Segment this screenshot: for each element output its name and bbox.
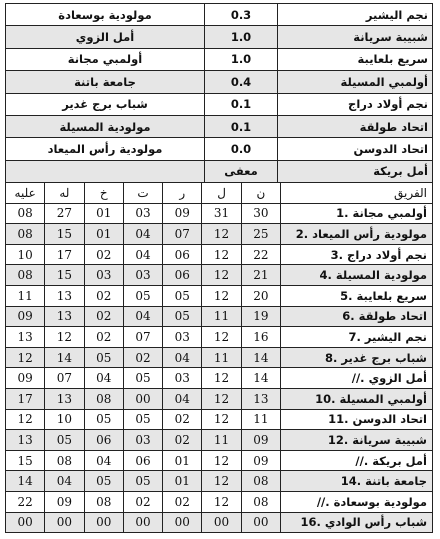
match-score: 0.4 bbox=[205, 71, 278, 93]
lost: 01 bbox=[84, 203, 123, 224]
home-team: نجم اليشير bbox=[278, 4, 433, 26]
lost: 04 bbox=[84, 368, 123, 389]
goals-for: 05 bbox=[45, 430, 84, 451]
played: 12 bbox=[202, 491, 241, 512]
result-row bbox=[6, 71, 433, 93]
played: 11 bbox=[202, 347, 241, 368]
played: 12 bbox=[202, 368, 241, 389]
goals-against: 00 bbox=[6, 512, 45, 533]
away-team: مولودية بوسعادة bbox=[6, 4, 205, 26]
points: 14 bbox=[241, 368, 280, 389]
won: 05 bbox=[163, 306, 202, 327]
won: 05 bbox=[163, 285, 202, 306]
away-team bbox=[6, 160, 205, 182]
goals-against: 13 bbox=[6, 430, 45, 451]
result-row bbox=[6, 4, 433, 26]
drawn: 05 bbox=[123, 409, 162, 430]
header-against: عليه bbox=[6, 183, 45, 204]
standings-row bbox=[6, 265, 433, 286]
points: 00 bbox=[241, 512, 280, 533]
standings-row bbox=[6, 224, 433, 245]
drawn: 03 bbox=[123, 203, 162, 224]
played: 12 bbox=[202, 244, 241, 265]
played: 11 bbox=[202, 430, 241, 451]
lost: 04 bbox=[84, 450, 123, 471]
team-name: 6. اتحاد طولقة bbox=[281, 306, 433, 327]
match-results-table bbox=[5, 3, 433, 183]
drawn: 04 bbox=[123, 306, 162, 327]
played: 12 bbox=[202, 265, 241, 286]
drawn: 04 bbox=[123, 244, 162, 265]
drawn: 00 bbox=[123, 388, 162, 409]
goals-against: 11 bbox=[6, 285, 45, 306]
points: 09 bbox=[241, 450, 280, 471]
lost: 02 bbox=[84, 244, 123, 265]
lost: 02 bbox=[84, 306, 123, 327]
team-name: 7. نجم اليشير bbox=[281, 327, 433, 348]
points: 21 bbox=[241, 265, 280, 286]
won: 02 bbox=[163, 430, 202, 451]
played: 12 bbox=[202, 285, 241, 306]
team-name: 1. أولمبي مجانة bbox=[281, 203, 433, 224]
won: 03 bbox=[163, 368, 202, 389]
goals-against: 09 bbox=[6, 368, 45, 389]
won: 09 bbox=[163, 203, 202, 224]
goals-against: 09 bbox=[6, 306, 45, 327]
points: 11 bbox=[241, 409, 280, 430]
played: 12 bbox=[202, 450, 241, 471]
home-team: أولمبي المسيلة bbox=[278, 71, 433, 93]
won: 04 bbox=[163, 347, 202, 368]
goals-against: 13 bbox=[6, 327, 45, 348]
drawn: 05 bbox=[123, 285, 162, 306]
played: 12 bbox=[202, 388, 241, 409]
home-team: سريع بلعايبة bbox=[278, 48, 433, 70]
played: 12 bbox=[202, 471, 241, 492]
match-score: 1.0 bbox=[205, 48, 278, 70]
won: 06 bbox=[163, 265, 202, 286]
lost: 08 bbox=[84, 388, 123, 409]
team-name: 12. شبيبة سريانة bbox=[281, 430, 433, 451]
won: 02 bbox=[163, 491, 202, 512]
played: 12 bbox=[202, 224, 241, 245]
result-row bbox=[6, 138, 433, 160]
played: 12 bbox=[202, 327, 241, 348]
standings-row bbox=[6, 203, 433, 224]
standings-row bbox=[6, 388, 433, 409]
played: 00 bbox=[202, 512, 241, 533]
header-lost: خ bbox=[84, 183, 123, 204]
match-score: 1.0 bbox=[205, 26, 278, 48]
won: 00 bbox=[163, 512, 202, 533]
lost: 03 bbox=[84, 265, 123, 286]
drawn: 05 bbox=[123, 368, 162, 389]
won: 01 bbox=[163, 450, 202, 471]
goals-for: 13 bbox=[45, 285, 84, 306]
result-row bbox=[6, 93, 433, 115]
home-team: نجم أولاد دراج bbox=[278, 93, 433, 115]
goals-against: 17 bbox=[6, 388, 45, 409]
home-team: أمل بريكة bbox=[278, 160, 433, 182]
header-played: ل bbox=[202, 183, 241, 204]
points: 08 bbox=[241, 491, 280, 512]
drawn: 02 bbox=[123, 347, 162, 368]
goals-for: 13 bbox=[45, 388, 84, 409]
drawn: 07 bbox=[123, 327, 162, 348]
away-team: أمل الزوي bbox=[6, 26, 205, 48]
standings-row bbox=[6, 471, 433, 492]
goals-against: 22 bbox=[6, 491, 45, 512]
standings-body bbox=[6, 183, 433, 533]
standings-row bbox=[6, 409, 433, 430]
match-score: معفى bbox=[205, 160, 278, 182]
goals-for: 00 bbox=[45, 512, 84, 533]
lost: 05 bbox=[84, 409, 123, 430]
points: 30 bbox=[241, 203, 280, 224]
result-row bbox=[6, 26, 433, 48]
lost: 08 bbox=[84, 491, 123, 512]
team-name: //. أمل بريكة bbox=[281, 450, 433, 471]
lost: 00 bbox=[84, 512, 123, 533]
won: 04 bbox=[163, 388, 202, 409]
header-team: الفريق bbox=[281, 183, 433, 204]
team-name: 14. جامعة باتنة bbox=[281, 471, 433, 492]
won: 01 bbox=[163, 471, 202, 492]
match-results-body bbox=[6, 4, 433, 183]
points: 08 bbox=[241, 471, 280, 492]
standings-row bbox=[6, 368, 433, 389]
goals-for: 08 bbox=[45, 450, 84, 471]
points: 14 bbox=[241, 347, 280, 368]
standings-row bbox=[6, 491, 433, 512]
goals-for: 14 bbox=[45, 347, 84, 368]
away-team: مولودية رأس الميعاد bbox=[6, 138, 205, 160]
team-name: 2. مولودية رأس الميعاد bbox=[281, 224, 433, 245]
goals-against: 08 bbox=[6, 265, 45, 286]
goals-for: 07 bbox=[45, 368, 84, 389]
standings-row bbox=[6, 285, 433, 306]
match-score: 0.0 bbox=[205, 138, 278, 160]
result-row bbox=[6, 160, 433, 182]
goals-against: 10 bbox=[6, 244, 45, 265]
drawn: 04 bbox=[123, 224, 162, 245]
lost: 06 bbox=[84, 430, 123, 451]
points: 25 bbox=[241, 224, 280, 245]
standings-row bbox=[6, 306, 433, 327]
header-drawn: ت bbox=[123, 183, 162, 204]
standings-table bbox=[5, 182, 433, 533]
goals-against: 15 bbox=[6, 450, 45, 471]
standings-row bbox=[6, 450, 433, 471]
standings-header-row bbox=[6, 183, 433, 204]
standings-row bbox=[6, 244, 433, 265]
match-score: 0.1 bbox=[205, 115, 278, 137]
away-team: شباب برج غدير bbox=[6, 93, 205, 115]
header-points: ن bbox=[241, 183, 280, 204]
match-score: 0.3 bbox=[205, 4, 278, 26]
away-team: مولودية المسيلة bbox=[6, 115, 205, 137]
standings-row bbox=[6, 512, 433, 533]
won: 06 bbox=[163, 244, 202, 265]
team-name: 8. شباب برج غدير bbox=[281, 347, 433, 368]
team-name: 4. مولودية المسيلة bbox=[281, 265, 433, 286]
goals-for: 13 bbox=[45, 306, 84, 327]
lost: 05 bbox=[84, 347, 123, 368]
goals-for: 04 bbox=[45, 471, 84, 492]
drawn: 02 bbox=[123, 491, 162, 512]
team-name: 10. أولمبي المسيلة bbox=[281, 388, 433, 409]
team-name: //. أمل الزوي bbox=[281, 368, 433, 389]
drawn: 06 bbox=[123, 450, 162, 471]
goals-for: 15 bbox=[45, 265, 84, 286]
goals-for: 12 bbox=[45, 327, 84, 348]
played: 31 bbox=[202, 203, 241, 224]
drawn: 05 bbox=[123, 471, 162, 492]
lost: 02 bbox=[84, 285, 123, 306]
home-team: اتحاد الدوسن bbox=[278, 138, 433, 160]
points: 13 bbox=[241, 388, 280, 409]
goals-against: 12 bbox=[6, 347, 45, 368]
header-won: ر bbox=[163, 183, 202, 204]
team-name: 16. شباب رأس الوادي bbox=[281, 512, 433, 533]
won: 03 bbox=[163, 327, 202, 348]
points: 09 bbox=[241, 430, 280, 451]
team-name: 5. سريع بلعايبة bbox=[281, 285, 433, 306]
result-row bbox=[6, 48, 433, 70]
points: 16 bbox=[241, 327, 280, 348]
drawn: 03 bbox=[123, 265, 162, 286]
goals-against: 14 bbox=[6, 471, 45, 492]
home-team: اتحاد طولقة bbox=[278, 115, 433, 137]
points: 19 bbox=[241, 306, 280, 327]
won: 07 bbox=[163, 224, 202, 245]
played: 11 bbox=[202, 306, 241, 327]
match-score: 0.1 bbox=[205, 93, 278, 115]
header-for: له bbox=[45, 183, 84, 204]
away-team: جامعة باتنة bbox=[6, 71, 205, 93]
won: 02 bbox=[163, 409, 202, 430]
goals-against: 12 bbox=[6, 409, 45, 430]
drawn: 03 bbox=[123, 430, 162, 451]
goals-against: 08 bbox=[6, 203, 45, 224]
standings-row bbox=[6, 327, 433, 348]
points: 22 bbox=[241, 244, 280, 265]
lost: 01 bbox=[84, 224, 123, 245]
standings-row bbox=[6, 430, 433, 451]
played: 12 bbox=[202, 409, 241, 430]
points: 20 bbox=[241, 285, 280, 306]
lost: 02 bbox=[84, 327, 123, 348]
standings-row bbox=[6, 347, 433, 368]
team-name: 11. اتحاد الدوسن bbox=[281, 409, 433, 430]
home-team: شبيبة سريانة bbox=[278, 26, 433, 48]
goals-against: 08 bbox=[6, 224, 45, 245]
goals-for: 10 bbox=[45, 409, 84, 430]
drawn: 00 bbox=[123, 512, 162, 533]
goals-for: 17 bbox=[45, 244, 84, 265]
lost: 05 bbox=[84, 471, 123, 492]
team-name: 3. نجم أولاد دراج bbox=[281, 244, 433, 265]
result-row bbox=[6, 115, 433, 137]
team-name: //. مولودية بوسعادة bbox=[281, 491, 433, 512]
goals-for: 15 bbox=[45, 224, 84, 245]
goals-for: 09 bbox=[45, 491, 84, 512]
goals-for: 27 bbox=[45, 203, 84, 224]
away-team: أولمبي مجانة bbox=[6, 48, 205, 70]
